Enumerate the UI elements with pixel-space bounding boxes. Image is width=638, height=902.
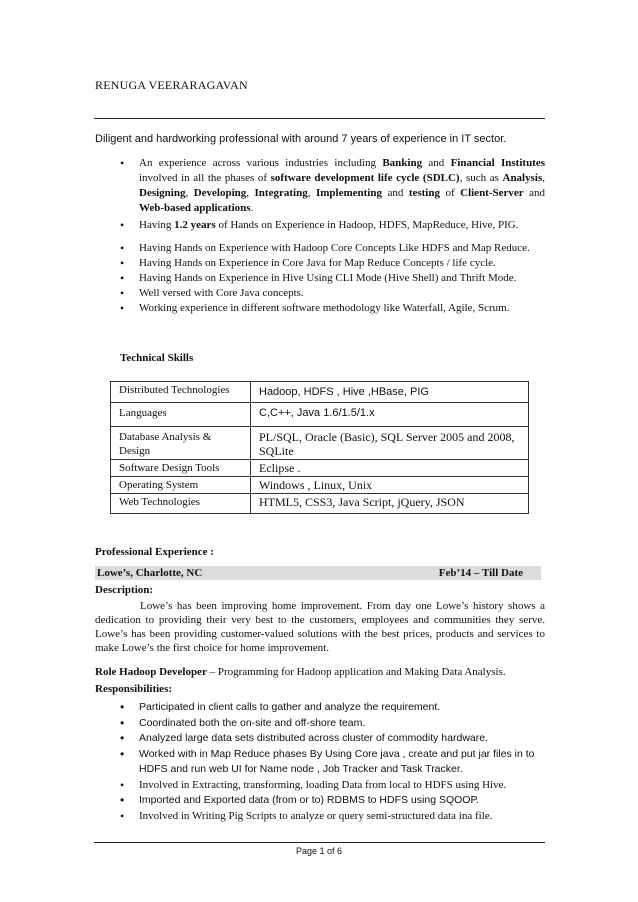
responsibility-item: • Analyzed large data sets distributed across cluster of commodity hardware. <box>113 731 545 747</box>
text: Analysis <box>502 172 543 184</box>
summary-bullet-hadoop-years <box>113 218 545 233</box>
summary-bullet: • Having Hands on Experience with Hadoop Core Concepts Like HDFS and Map Reduce. <box>113 241 545 256</box>
text: Having <box>139 219 175 231</box>
table-row <box>111 382 529 403</box>
text: . <box>250 202 254 214</box>
skill-category: Languages <box>111 403 251 427</box>
responsibility-item: • Participated in client calls to gather and analyze the requirement. <box>113 700 545 716</box>
table-row <box>111 403 529 427</box>
text: 1.2 years <box>174 219 216 231</box>
text: software development life cycle (SDLC) <box>270 172 460 184</box>
summary-bullet-industries <box>113 156 545 216</box>
page-number: Page 1 of 6 <box>295 846 343 856</box>
technical-skills-table <box>110 381 529 514</box>
text: testing <box>408 187 440 199</box>
summary-bullet: • Having Hands on Experience in Core Java for Map Reduce Concepts / life cycle. <box>113 256 545 271</box>
text: of Hands on Experience in Hadoop, HDFS, MapReduce, Hive, PIG. <box>215 219 519 231</box>
skill-value: Eclipse . <box>251 460 529 477</box>
table-row <box>111 494 529 514</box>
summary-bullet: • Working experience in different software methodology like Waterfall, Agile, Scrum. <box>113 301 545 316</box>
responsibilities-list <box>113 700 545 824</box>
table-row <box>111 477 529 494</box>
skill-value: Windows , Linux, Unix <box>251 477 529 494</box>
skill-value: Hadoop, HDFS , Hive ,HBase, PIG <box>251 382 529 403</box>
text: Web-based applications <box>139 202 251 214</box>
text: and <box>381 187 409 199</box>
employment-period: Feb’14 – Till Date <box>438 567 523 579</box>
skill-value: PL/SQL, Oracle (Basic), SQL Server 2005 and 2008, SQLite <box>251 427 529 460</box>
footer-divider <box>94 842 545 843</box>
summary-bullet: • Having Hands on Experience in Hive Using CLI Mode (Hive Shell) and Thrift Mode. <box>113 271 545 286</box>
responsibility-item: • Worked with in Map Reduce phases By Using Core java , create and put jar files in to HDFS and run web UI for Name node , Job Tracker and Task Tracker. <box>113 747 545 778</box>
summary-list <box>113 156 545 316</box>
text: , <box>542 172 545 184</box>
summary-intro: Diligent and hardworking professional with around 7 years of experience in IT sector. <box>95 133 507 145</box>
text: Banking <box>382 157 423 169</box>
description-label: Description: <box>95 584 154 596</box>
text: Implementing <box>315 187 382 199</box>
responsibility-item: • Coordinated both the on-site and off-shore team. <box>113 716 545 732</box>
table-row <box>111 427 529 460</box>
responsibility-item: • Imported and Exported data (from or to) RDBMS to HDFS using SQOOP. <box>113 793 545 809</box>
text: , <box>307 187 316 199</box>
text: involved in all the phases of <box>139 172 271 184</box>
responsibility-item: • Involved in Extracting, transforming, loading Data from local to HDFS using Hive. <box>113 778 545 794</box>
text: Designing <box>139 187 186 199</box>
text: Financial Institutes <box>450 157 546 169</box>
text: , <box>185 187 194 199</box>
table-row <box>111 460 529 477</box>
skill-category: Distributed Technologies <box>111 382 251 403</box>
text: Client-Server <box>460 187 524 199</box>
summary-bullet: • Well versed with Core Java concepts. <box>113 286 545 301</box>
role-text: – Programming for Hadoop application and Making Data Analysis. <box>206 666 506 678</box>
professional-experience-title: Professional Experience : <box>95 546 214 558</box>
role-line <box>95 666 545 678</box>
responsibilities-label: Responsibilities: <box>95 683 173 695</box>
text: Developing <box>193 187 247 199</box>
skill-category: Software Design Tools <box>111 460 251 477</box>
employer-bar <box>95 566 541 580</box>
skill-category: Web Technologies <box>111 494 251 514</box>
text: of <box>439 187 461 199</box>
role-label: Role Hadoop Developer <box>95 666 207 678</box>
skill-value: HTML5, CSS3, Java Script, jQuery, JSON <box>251 494 529 514</box>
skill-category: Database Analysis & Design <box>111 427 251 460</box>
text: Integrating <box>254 187 308 199</box>
text: and <box>422 157 451 169</box>
technical-skills-title: Technical Skills <box>120 352 194 364</box>
text: and <box>523 187 546 199</box>
candidate-name: RENUGA VEERARAGAVAN <box>95 78 248 92</box>
header-divider <box>94 118 545 119</box>
text: An experience across various industries including <box>139 157 383 169</box>
skill-category: Operating System <box>111 477 251 494</box>
employer-name: Lowe’s, Charlotte, NC <box>97 567 203 579</box>
text: , such as <box>459 172 503 184</box>
description-text: Lowe’s has been improving home improvement. From day one Lowe’s history shows a dedication to providing their very best to the customers, employees and communities they serve. Lowe’s has been providing customer-valued solutions with the best prices, products and services to make Lowe’s the first choice for home improvement. <box>95 600 545 654</box>
responsibility-item: • Involved in Writing Pig Scripts to analyze or query semi-structured data ina file. <box>113 809 545 825</box>
skill-value: C,C++, Java 1.6/1.5/1.x <box>251 403 529 427</box>
text: , <box>246 187 255 199</box>
